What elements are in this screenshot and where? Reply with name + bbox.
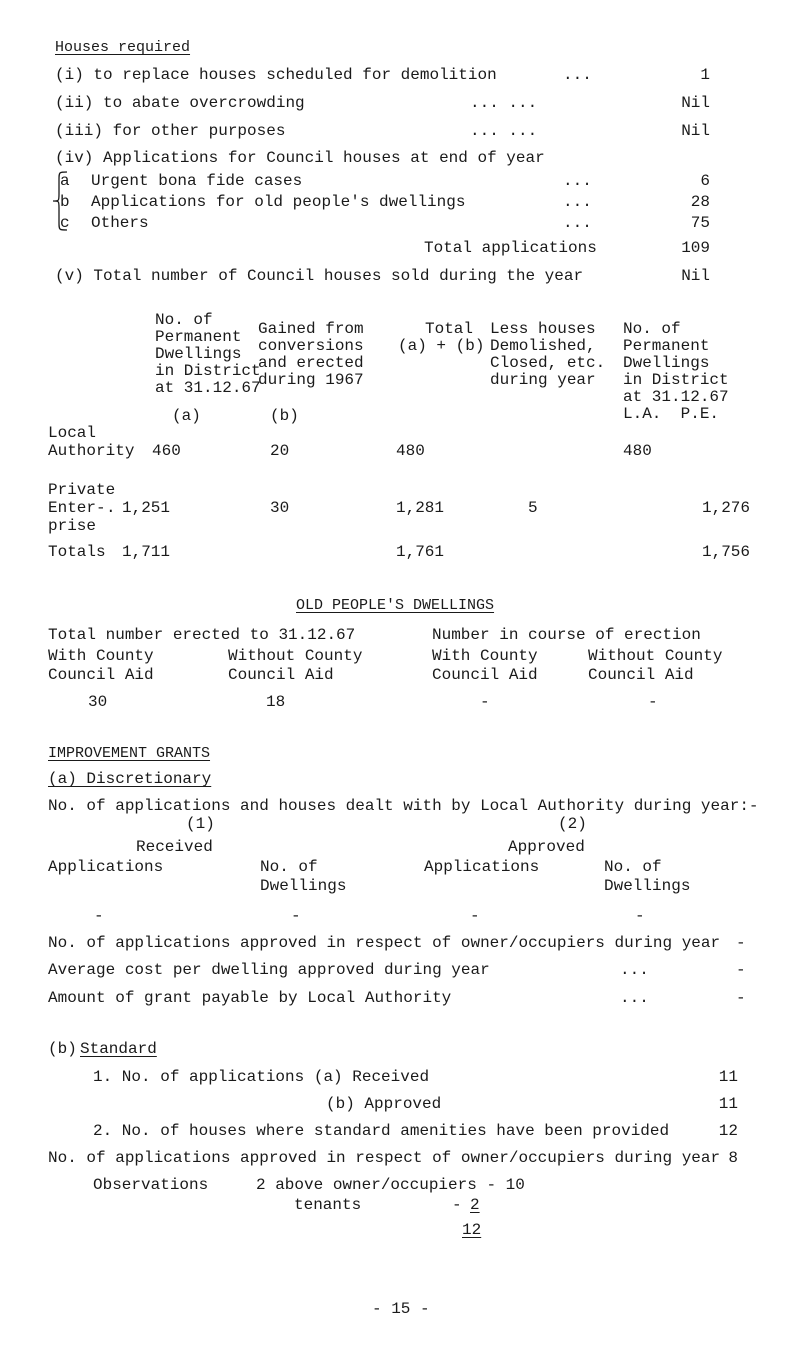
- cell-a: 1,251: [122, 499, 171, 517]
- grant-line-label: Average cost per dwelling approved during year: [48, 961, 490, 979]
- observations-tenants: tenants: [294, 1196, 362, 1214]
- value-cell: 18: [266, 693, 286, 711]
- cell-total: 480: [396, 442, 425, 460]
- subheading-number: (b): [48, 1040, 77, 1058]
- col5-header-line: at 31.12.67: [623, 388, 729, 406]
- item-i-leader: ...: [563, 66, 592, 84]
- col2-header-line: conversions: [258, 337, 364, 355]
- cell-total: 1,281: [396, 499, 445, 517]
- grant-line-value: -: [736, 934, 746, 952]
- grant-line-leader: ...: [620, 989, 649, 1007]
- total-applications-value: 109: [681, 239, 710, 257]
- col-heading: Council Aid: [432, 666, 538, 684]
- row-label: Authority: [48, 442, 135, 460]
- item-iv-label: (iv) Applications for Council houses at end of year: [55, 149, 545, 167]
- discretionary-intro: No. of applications and houses dealt with by Local Authority during year:-: [48, 797, 759, 815]
- sub-c-label: Others: [91, 214, 149, 232]
- standard-line-label: 1. No. of applications (a) Received: [93, 1068, 430, 1086]
- item-iii-value: Nil: [681, 122, 710, 140]
- col2-header-line: Gained from: [258, 320, 364, 338]
- sub-c-value: 75: [690, 214, 710, 232]
- page-number: - 15 -: [372, 1300, 430, 1318]
- value-cell: -: [480, 693, 490, 711]
- cell-pe: 1,756: [702, 543, 751, 561]
- col1-tag: (a): [172, 407, 201, 425]
- row-label: Private: [48, 481, 116, 499]
- col3-header-line: (a) + (b): [398, 337, 485, 355]
- standard-line-value: 11: [718, 1068, 738, 1086]
- col1-header-line: in District: [155, 362, 261, 380]
- observations-dash: -: [452, 1196, 472, 1214]
- col-heading: No. of: [260, 858, 318, 876]
- item-ii-value: Nil: [681, 94, 710, 112]
- item-ii-leader: ... ...: [470, 94, 538, 112]
- grant-line-label: Amount of grant payable by Local Authority: [48, 989, 452, 1007]
- col4-header-line: Closed, etc.: [490, 354, 606, 372]
- standard-line-value: 12: [718, 1122, 738, 1140]
- subheading-standard: Standard: [80, 1040, 157, 1058]
- value-cell: 30: [88, 693, 108, 711]
- observations-tenants-value: 2: [470, 1196, 480, 1214]
- col-heading: Applications: [48, 858, 164, 876]
- col-heading: Council Aid: [228, 666, 334, 684]
- col-heading: Without County: [588, 647, 723, 665]
- col2-header-line: and erected: [258, 354, 364, 372]
- group-number: (2): [558, 815, 587, 833]
- col-heading: Council Aid: [588, 666, 694, 684]
- sub-b-value: 28: [690, 193, 710, 211]
- value-cell: -: [291, 907, 301, 925]
- value-cell: -: [648, 693, 658, 711]
- value-cell: -: [635, 907, 645, 925]
- cell-less: 5: [528, 499, 538, 517]
- observations-label: Observations: [93, 1176, 209, 1194]
- item-i-label: (i) to replace houses scheduled for demolition: [55, 66, 497, 84]
- grant-line-value: -: [736, 961, 746, 979]
- col5-header-line: in District: [623, 371, 729, 389]
- col4-header-line: during year: [490, 371, 596, 389]
- row-label: Local: [48, 424, 97, 442]
- sub-c-letter: c: [60, 214, 70, 232]
- col-heading: Council Aid: [48, 666, 154, 684]
- value-cell: -: [470, 907, 480, 925]
- col-heading: Dwellings: [604, 877, 691, 895]
- sub-a-value: 6: [700, 172, 710, 190]
- cell-b: 20: [270, 442, 290, 460]
- observations-line: 2 above owner/occupiers - 10: [256, 1176, 525, 1194]
- observations-total: 12: [462, 1221, 482, 1239]
- grant-line-value: -: [736, 989, 746, 1007]
- group-title: Approved: [508, 838, 585, 856]
- cell-pe: 1,276: [702, 499, 751, 517]
- col5-header-line: Permanent: [623, 337, 710, 355]
- col3-header-line: Total: [425, 320, 474, 338]
- col-heading: Applications: [424, 858, 540, 876]
- standard-line-label: (b) Approved: [326, 1095, 442, 1113]
- col4-header-line: Demolished,: [490, 337, 596, 355]
- grant-line-leader: ...: [620, 961, 649, 979]
- row-label: Totals: [48, 543, 106, 561]
- item-i-value: 1: [700, 66, 710, 84]
- total-applications-label: Total applications: [424, 239, 597, 257]
- group-number: (1): [186, 815, 215, 833]
- item-iii-label: (iii) for other purposes: [55, 122, 286, 140]
- col-heading: With County: [432, 647, 538, 665]
- cell-a: 1,711: [122, 543, 171, 561]
- col-heading: Dwellings: [260, 877, 347, 895]
- col1-header-line: Dwellings: [155, 345, 242, 363]
- col5-header-line: No. of: [623, 320, 681, 338]
- in-course-title: Number in course of erection: [432, 626, 701, 644]
- col4-header-line: Less houses: [490, 320, 596, 338]
- cell-a: 460: [152, 442, 181, 460]
- cell-total: 1,761: [396, 543, 445, 561]
- col-heading: Without County: [228, 647, 363, 665]
- group-title: Received: [136, 838, 213, 856]
- subheading-discretionary: (a) Discretionary: [48, 770, 212, 788]
- cell-b: 30: [270, 499, 290, 517]
- sub-a-label: Urgent bona fide cases: [91, 172, 303, 190]
- standard-line-value: 11: [718, 1095, 738, 1113]
- col2-tag: (b): [270, 407, 299, 425]
- item-v-label: (v) Total number of Council houses sold during the year: [55, 267, 584, 285]
- sub-a-leader: ...: [563, 172, 592, 190]
- col5-header-line: L.A. P.E.: [623, 405, 720, 423]
- item-iii-leader: ... ...: [470, 122, 538, 140]
- row-label: Enter-: [48, 499, 106, 517]
- standard-line-value: 8: [728, 1149, 738, 1167]
- item-ii-label: (ii) to abate overcrowding: [55, 94, 305, 112]
- col1-header-line: No. of: [155, 311, 213, 329]
- section-heading-houses-required: Houses required: [55, 39, 191, 56]
- col1-header-line: at 31.12.67: [155, 379, 261, 397]
- sub-b-leader: ...: [563, 193, 592, 211]
- col2-header-line: during 1967: [258, 371, 364, 389]
- standard-line-label: No. of applications approved in respect of owner/occupiers during year: [48, 1149, 721, 1167]
- col1-header-line: Permanent: [155, 328, 242, 346]
- sub-a-letter: a: [60, 172, 70, 190]
- col-heading: With County: [48, 647, 154, 665]
- row-label: prise: [48, 517, 97, 535]
- section-heading-old-people: OLD PEOPLE'S DWELLINGS: [296, 597, 495, 614]
- standard-line-label: 2. No. of houses where standard amenities have been provided: [93, 1122, 670, 1140]
- section-heading-improvement: IMPROVEMENT GRANTS: [48, 745, 211, 762]
- col5-header-line: Dwellings: [623, 354, 710, 372]
- erected-title: Total number erected to 31.12.67: [48, 626, 356, 644]
- grant-line-label: No. of applications approved in respect of owner/occupiers during year: [48, 934, 721, 952]
- sub-b-letter: b: [60, 193, 70, 211]
- sub-b-label: Applications for old people's dwellings: [91, 193, 466, 211]
- item-v-value: Nil: [681, 267, 710, 285]
- col-heading: No. of: [604, 858, 662, 876]
- row-label-dot: .: [106, 499, 116, 517]
- value-cell: -: [94, 907, 104, 925]
- sub-c-leader: ...: [563, 214, 592, 232]
- cell-la: 480: [623, 442, 652, 460]
